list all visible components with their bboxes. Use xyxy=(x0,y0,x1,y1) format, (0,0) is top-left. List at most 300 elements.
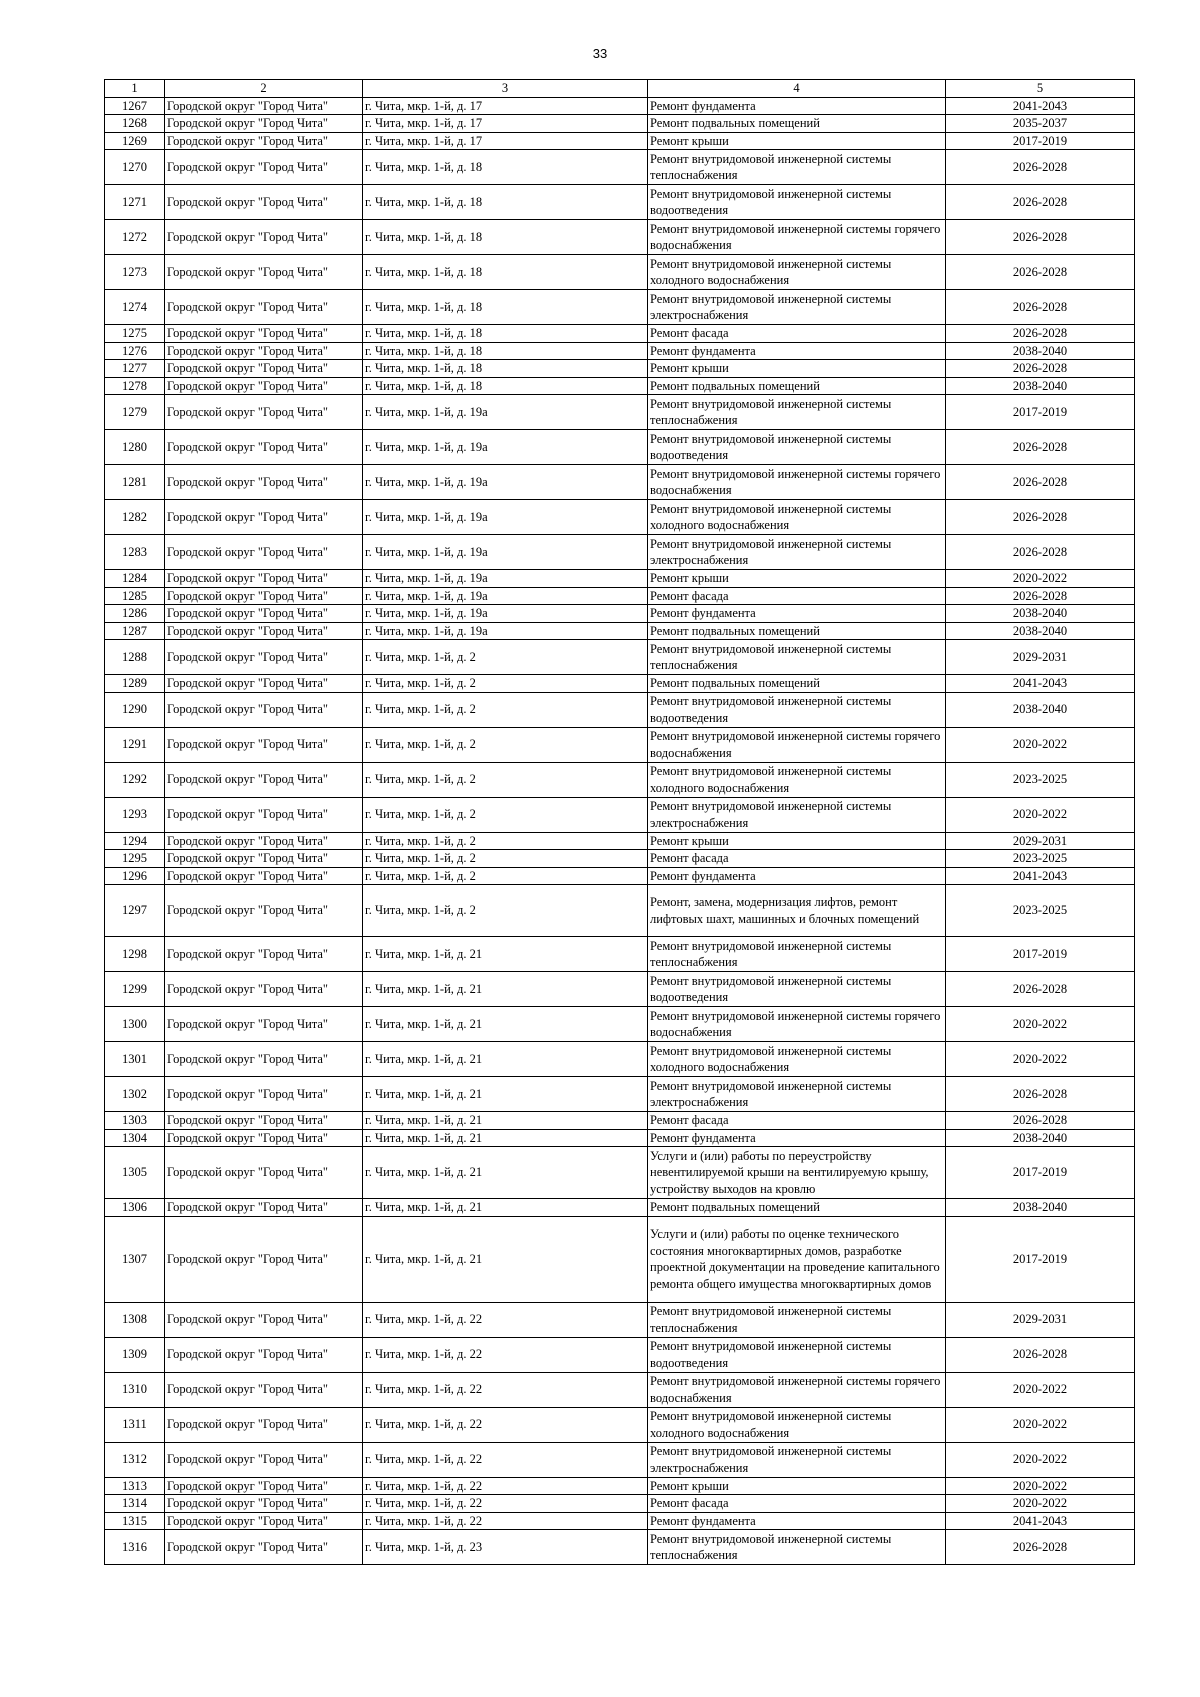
work-type-cell: Ремонт внутридомовой инженерной системы холодного водоснабжения xyxy=(648,500,946,535)
row-number-cell: 1301 xyxy=(105,1042,165,1077)
table-row xyxy=(105,255,1135,290)
row-number-cell: 1286 xyxy=(105,605,165,623)
address-cell: г. Чита, мкр. 1-й, д. 2 xyxy=(363,797,648,832)
row-number-cell: 1297 xyxy=(105,885,165,937)
municipality-cell: Городской округ "Город Чита" xyxy=(165,972,363,1007)
period-cell: 2026-2028 xyxy=(946,1530,1135,1565)
municipality-cell: Городской округ "Город Чита" xyxy=(165,797,363,832)
row-number-cell: 1304 xyxy=(105,1129,165,1147)
row-number-cell: 1295 xyxy=(105,850,165,868)
table-row xyxy=(105,1199,1135,1217)
period-cell: 2038-2040 xyxy=(946,377,1135,395)
period-cell: 2026-2028 xyxy=(946,587,1135,605)
municipality-cell: Городской округ "Город Чита" xyxy=(165,727,363,762)
row-number-cell: 1279 xyxy=(105,395,165,430)
work-type-cell: Ремонт внутридомовой инженерной системы электроснабжения xyxy=(648,797,946,832)
work-type-cell: Ремонт фундамента xyxy=(648,1129,946,1147)
address-cell: г. Чита, мкр. 1-й, д. 21 xyxy=(363,972,648,1007)
work-type-cell: Ремонт фундамента xyxy=(648,867,946,885)
work-type-cell: Ремонт, замена, модернизация лифтов, ремонт лифтовых шахт, машинных и блочных помещений xyxy=(648,885,946,937)
row-number-cell: 1285 xyxy=(105,587,165,605)
table-row xyxy=(105,1147,1135,1199)
row-number-cell: 1271 xyxy=(105,185,165,220)
period-cell: 2035-2037 xyxy=(946,115,1135,133)
work-type-cell: Ремонт фасада xyxy=(648,587,946,605)
table-row xyxy=(105,220,1135,255)
row-number-cell: 1274 xyxy=(105,290,165,325)
municipality-cell: Городской округ "Город Чита" xyxy=(165,1129,363,1147)
work-type-cell: Ремонт внутридомовой инженерной системы электроснабжения xyxy=(648,1442,946,1477)
period-cell: 2029-2031 xyxy=(946,640,1135,675)
municipality-cell: Городской округ "Город Чита" xyxy=(165,1112,363,1130)
work-type-cell: Ремонт фундамента xyxy=(648,97,946,115)
municipality-cell: Городской округ "Город Чита" xyxy=(165,97,363,115)
period-cell: 2026-2028 xyxy=(946,150,1135,185)
period-cell: 2026-2028 xyxy=(946,290,1135,325)
row-number-cell: 1287 xyxy=(105,622,165,640)
work-type-cell: Ремонт крыши xyxy=(648,132,946,150)
address-cell: г. Чита, мкр. 1-й, д. 19а xyxy=(363,622,648,640)
work-type-cell: Ремонт крыши xyxy=(648,360,946,378)
work-type-cell: Ремонт внутридомовой инженерной системы холодного водоснабжения xyxy=(648,1407,946,1442)
row-number-cell: 1296 xyxy=(105,867,165,885)
table-row xyxy=(105,115,1135,133)
work-type-cell: Ремонт фундамента xyxy=(648,342,946,360)
address-cell: г. Чита, мкр. 1-й, д. 2 xyxy=(363,675,648,693)
address-cell: г. Чита, мкр. 1-й, д. 2 xyxy=(363,762,648,797)
row-number-cell: 1275 xyxy=(105,325,165,343)
table-row xyxy=(105,867,1135,885)
table-row xyxy=(105,832,1135,850)
period-cell: 2038-2040 xyxy=(946,1129,1135,1147)
period-cell: 2029-2031 xyxy=(946,832,1135,850)
row-number-cell: 1310 xyxy=(105,1372,165,1407)
municipality-cell: Городской округ "Город Чита" xyxy=(165,220,363,255)
row-number-cell: 1313 xyxy=(105,1477,165,1495)
period-cell: 2026-2028 xyxy=(946,1337,1135,1372)
address-cell: г. Чита, мкр. 1-й, д. 19а xyxy=(363,465,648,500)
period-cell: 2020-2022 xyxy=(946,1495,1135,1513)
period-cell: 2026-2028 xyxy=(946,972,1135,1007)
work-type-cell: Ремонт подвальных помещений xyxy=(648,115,946,133)
table-row xyxy=(105,360,1135,378)
municipality-cell: Городской округ "Город Чита" xyxy=(165,692,363,727)
work-type-cell: Ремонт внутридомовой инженерной системы горячего водоснабжения xyxy=(648,465,946,500)
table-row xyxy=(105,1512,1135,1530)
work-type-cell: Ремонт подвальных помещений xyxy=(648,622,946,640)
period-cell: 2020-2022 xyxy=(946,1442,1135,1477)
municipality-cell: Городской округ "Город Чита" xyxy=(165,1407,363,1442)
work-type-cell: Услуги и (или) работы по переустройству невентилируемой крыши на вентилируемую крышу, устройству выходов на кровлю xyxy=(648,1147,946,1199)
table-row xyxy=(105,1530,1135,1565)
table-row xyxy=(105,465,1135,500)
table-row xyxy=(105,1477,1135,1495)
period-cell: 2026-2028 xyxy=(946,500,1135,535)
table-row xyxy=(105,692,1135,727)
municipality-cell: Городской округ "Город Чита" xyxy=(165,867,363,885)
work-type-cell: Ремонт внутридомовой инженерной системы водоотведения xyxy=(648,430,946,465)
row-number-cell: 1282 xyxy=(105,500,165,535)
table-row xyxy=(105,937,1135,972)
period-cell: 2020-2022 xyxy=(946,1372,1135,1407)
address-cell: г. Чита, мкр. 1-й, д. 2 xyxy=(363,640,648,675)
work-type-cell: Ремонт внутридомовой инженерной системы холодного водоснабжения xyxy=(648,1042,946,1077)
work-type-cell: Ремонт подвальных помещений xyxy=(648,377,946,395)
municipality-cell: Городской округ "Город Чита" xyxy=(165,377,363,395)
municipality-cell: Городской округ "Город Чита" xyxy=(165,1302,363,1337)
municipality-cell: Городской округ "Город Чита" xyxy=(165,185,363,220)
address-cell: г. Чита, мкр. 1-й, д. 19а xyxy=(363,430,648,465)
table-header-row xyxy=(105,80,1135,98)
address-cell: г. Чита, мкр. 1-й, д. 18 xyxy=(363,360,648,378)
municipality-cell: Городской округ "Город Чита" xyxy=(165,500,363,535)
address-cell: г. Чита, мкр. 1-й, д. 18 xyxy=(363,185,648,220)
table-row xyxy=(105,1442,1135,1477)
period-cell: 2023-2025 xyxy=(946,850,1135,868)
table-row xyxy=(105,1407,1135,1442)
work-type-cell: Ремонт внутридомовой инженерной системы водоотведения xyxy=(648,692,946,727)
row-number-cell: 1288 xyxy=(105,640,165,675)
table-row xyxy=(105,797,1135,832)
address-cell: г. Чита, мкр. 1-й, д. 22 xyxy=(363,1495,648,1513)
period-cell: 2020-2022 xyxy=(946,1477,1135,1495)
work-type-cell: Ремонт внутридомовой инженерной системы теплоснабжения xyxy=(648,150,946,185)
row-number-cell: 1269 xyxy=(105,132,165,150)
address-cell: г. Чита, мкр. 1-й, д. 19а xyxy=(363,395,648,430)
row-number-cell: 1292 xyxy=(105,762,165,797)
municipality-cell: Городской округ "Город Чита" xyxy=(165,937,363,972)
table-row xyxy=(105,1077,1135,1112)
table-row xyxy=(105,395,1135,430)
period-cell: 2038-2040 xyxy=(946,342,1135,360)
municipality-cell: Городской округ "Город Чита" xyxy=(165,850,363,868)
period-cell: 2029-2031 xyxy=(946,1302,1135,1337)
row-number-cell: 1277 xyxy=(105,360,165,378)
row-number-cell: 1283 xyxy=(105,535,165,570)
row-number-cell: 1305 xyxy=(105,1147,165,1199)
municipality-cell: Городской округ "Город Чита" xyxy=(165,885,363,937)
address-cell: г. Чита, мкр. 1-й, д. 2 xyxy=(363,885,648,937)
municipality-cell: Городской округ "Город Чита" xyxy=(165,150,363,185)
address-cell: г. Чита, мкр. 1-й, д. 18 xyxy=(363,325,648,343)
row-number-cell: 1280 xyxy=(105,430,165,465)
table-row xyxy=(105,762,1135,797)
period-cell: 2041-2043 xyxy=(946,867,1135,885)
work-type-cell: Ремонт внутридомовой инженерной системы теплоснабжения xyxy=(648,395,946,430)
row-number-cell: 1284 xyxy=(105,570,165,588)
row-number-cell: 1308 xyxy=(105,1302,165,1337)
address-cell: г. Чита, мкр. 1-й, д. 21 xyxy=(363,1147,648,1199)
table-row xyxy=(105,500,1135,535)
municipality-cell: Городской округ "Город Чита" xyxy=(165,1495,363,1513)
page-number: 33 xyxy=(592,46,608,61)
work-type-cell: Ремонт фасада xyxy=(648,1495,946,1513)
row-number-cell: 1302 xyxy=(105,1077,165,1112)
address-cell: г. Чита, мкр. 1-й, д. 21 xyxy=(363,1216,648,1302)
row-number-cell: 1307 xyxy=(105,1216,165,1302)
row-number-cell: 1312 xyxy=(105,1442,165,1477)
table-row xyxy=(105,290,1135,325)
table-row xyxy=(105,972,1135,1007)
row-number-cell: 1270 xyxy=(105,150,165,185)
row-number-cell: 1316 xyxy=(105,1530,165,1565)
work-type-cell: Ремонт подвальных помещений xyxy=(648,1199,946,1217)
work-type-cell: Ремонт внутридомовой инженерной системы теплоснабжения xyxy=(648,937,946,972)
municipality-cell: Городской округ "Город Чита" xyxy=(165,1530,363,1565)
municipality-cell: Городской округ "Город Чита" xyxy=(165,1337,363,1372)
municipality-cell: Городской округ "Город Чита" xyxy=(165,622,363,640)
municipality-cell: Городской округ "Город Чита" xyxy=(165,1147,363,1199)
row-number-cell: 1268 xyxy=(105,115,165,133)
row-number-cell: 1303 xyxy=(105,1112,165,1130)
municipality-cell: Городской округ "Город Чита" xyxy=(165,325,363,343)
row-number-cell: 1306 xyxy=(105,1199,165,1217)
address-cell: г. Чита, мкр. 1-й, д. 19а xyxy=(363,605,648,623)
work-type-cell: Ремонт фасада xyxy=(648,325,946,343)
table-row xyxy=(105,150,1135,185)
address-cell: г. Чита, мкр. 1-й, д. 21 xyxy=(363,937,648,972)
work-type-cell: Ремонт внутридомовой инженерной системы горячего водоснабжения xyxy=(648,1007,946,1042)
row-number-cell: 1309 xyxy=(105,1337,165,1372)
address-cell: г. Чита, мкр. 1-й, д. 2 xyxy=(363,850,648,868)
municipality-cell: Городской округ "Город Чита" xyxy=(165,342,363,360)
municipality-cell: Городской округ "Город Чита" xyxy=(165,430,363,465)
table-row xyxy=(105,675,1135,693)
address-cell: г. Чита, мкр. 1-й, д. 21 xyxy=(363,1112,648,1130)
table-row xyxy=(105,1112,1135,1130)
address-cell: г. Чита, мкр. 1-й, д. 22 xyxy=(363,1442,648,1477)
period-cell: 2020-2022 xyxy=(946,570,1135,588)
municipality-cell: Городской округ "Город Чита" xyxy=(165,465,363,500)
municipality-cell: Городской округ "Город Чита" xyxy=(165,1477,363,1495)
address-cell: г. Чита, мкр. 1-й, д. 18 xyxy=(363,220,648,255)
municipality-cell: Городской округ "Город Чита" xyxy=(165,1372,363,1407)
period-cell: 2038-2040 xyxy=(946,605,1135,623)
work-type-cell: Ремонт внутридомовой инженерной системы электроснабжения xyxy=(648,535,946,570)
address-cell: г. Чита, мкр. 1-й, д. 21 xyxy=(363,1077,648,1112)
period-cell: 2026-2028 xyxy=(946,465,1135,500)
period-cell: 2038-2040 xyxy=(946,622,1135,640)
work-type-cell: Услуги и (или) работы по оценке технического состояния многоквартирных домов, разработке проектной документации на проведение капитального ремонта общего имущества многоквартирных домов xyxy=(648,1216,946,1302)
table-row xyxy=(105,587,1135,605)
row-number-cell: 1273 xyxy=(105,255,165,290)
municipality-cell: Городской округ "Город Чита" xyxy=(165,1199,363,1217)
address-cell: г. Чита, мкр. 1-й, д. 21 xyxy=(363,1007,648,1042)
municipality-cell: Городской округ "Город Чита" xyxy=(165,605,363,623)
row-number-cell: 1291 xyxy=(105,727,165,762)
municipality-cell: Городской округ "Город Чита" xyxy=(165,1007,363,1042)
column-header: 3 xyxy=(363,80,648,98)
table-row xyxy=(105,535,1135,570)
period-cell: 2020-2022 xyxy=(946,1007,1135,1042)
row-number-cell: 1314 xyxy=(105,1495,165,1513)
period-cell: 2017-2019 xyxy=(946,937,1135,972)
work-type-cell: Ремонт внутридомовой инженерной системы водоотведения xyxy=(648,972,946,1007)
address-cell: г. Чита, мкр. 1-й, д. 22 xyxy=(363,1302,648,1337)
repair-schedule-table xyxy=(104,79,1135,1565)
table-row xyxy=(105,1372,1135,1407)
address-cell: г. Чита, мкр. 1-й, д. 18 xyxy=(363,150,648,185)
table-row xyxy=(105,850,1135,868)
period-cell: 2041-2043 xyxy=(946,1512,1135,1530)
address-cell: г. Чита, мкр. 1-й, д. 2 xyxy=(363,692,648,727)
municipality-cell: Городской округ "Город Чита" xyxy=(165,535,363,570)
table-row xyxy=(105,97,1135,115)
table-row xyxy=(105,570,1135,588)
table-row xyxy=(105,640,1135,675)
period-cell: 2041-2043 xyxy=(946,675,1135,693)
column-header: 1 xyxy=(105,80,165,98)
row-number-cell: 1299 xyxy=(105,972,165,1007)
period-cell: 2026-2028 xyxy=(946,430,1135,465)
table-row xyxy=(105,1302,1135,1337)
address-cell: г. Чита, мкр. 1-й, д. 19а xyxy=(363,535,648,570)
work-type-cell: Ремонт внутридомовой инженерной системы холодного водоснабжения xyxy=(648,255,946,290)
period-cell: 2026-2028 xyxy=(946,535,1135,570)
row-number-cell: 1281 xyxy=(105,465,165,500)
table-row xyxy=(105,885,1135,937)
column-header: 2 xyxy=(165,80,363,98)
table-row xyxy=(105,727,1135,762)
address-cell: г. Чита, мкр. 1-й, д. 22 xyxy=(363,1512,648,1530)
row-number-cell: 1298 xyxy=(105,937,165,972)
municipality-cell: Городской округ "Город Чита" xyxy=(165,395,363,430)
row-number-cell: 1276 xyxy=(105,342,165,360)
municipality-cell: Городской округ "Город Чита" xyxy=(165,675,363,693)
address-cell: г. Чита, мкр. 1-й, д. 17 xyxy=(363,97,648,115)
address-cell: г. Чита, мкр. 1-й, д. 21 xyxy=(363,1042,648,1077)
address-cell: г. Чита, мкр. 1-й, д. 18 xyxy=(363,290,648,325)
table-row xyxy=(105,605,1135,623)
period-cell: 2026-2028 xyxy=(946,1112,1135,1130)
period-cell: 2026-2028 xyxy=(946,220,1135,255)
period-cell: 2017-2019 xyxy=(946,132,1135,150)
municipality-cell: Городской округ "Город Чита" xyxy=(165,1042,363,1077)
table-row xyxy=(105,342,1135,360)
address-cell: г. Чита, мкр. 1-й, д. 21 xyxy=(363,1129,648,1147)
municipality-cell: Городской округ "Город Чита" xyxy=(165,1077,363,1112)
table-row xyxy=(105,1129,1135,1147)
work-type-cell: Ремонт внутридомовой инженерной системы холодного водоснабжения xyxy=(648,762,946,797)
work-type-cell: Ремонт внутридомовой инженерной системы горячего водоснабжения xyxy=(648,727,946,762)
period-cell: 2020-2022 xyxy=(946,1042,1135,1077)
address-cell: г. Чита, мкр. 1-й, д. 22 xyxy=(363,1337,648,1372)
row-number-cell: 1272 xyxy=(105,220,165,255)
column-header: 4 xyxy=(648,80,946,98)
work-type-cell: Ремонт крыши xyxy=(648,1477,946,1495)
period-cell: 2023-2025 xyxy=(946,885,1135,937)
table-row xyxy=(105,132,1135,150)
period-cell: 2017-2019 xyxy=(946,395,1135,430)
row-number-cell: 1293 xyxy=(105,797,165,832)
work-type-cell: Ремонт внутридомовой инженерной системы электроснабжения xyxy=(648,1077,946,1112)
municipality-cell: Городской округ "Город Чита" xyxy=(165,1442,363,1477)
table-row xyxy=(105,1042,1135,1077)
address-cell: г. Чита, мкр. 1-й, д. 17 xyxy=(363,132,648,150)
period-cell: 2026-2028 xyxy=(946,360,1135,378)
work-type-cell: Ремонт фасада xyxy=(648,1112,946,1130)
work-type-cell: Ремонт фундамента xyxy=(648,1512,946,1530)
period-cell: 2038-2040 xyxy=(946,1199,1135,1217)
municipality-cell: Городской округ "Город Чита" xyxy=(165,762,363,797)
row-number-cell: 1294 xyxy=(105,832,165,850)
municipality-cell: Городской округ "Город Чита" xyxy=(165,132,363,150)
period-cell: 2026-2028 xyxy=(946,185,1135,220)
municipality-cell: Городской округ "Город Чита" xyxy=(165,832,363,850)
work-type-cell: Ремонт фундамента xyxy=(648,605,946,623)
period-cell: 2038-2040 xyxy=(946,692,1135,727)
work-type-cell: Ремонт фасада xyxy=(648,850,946,868)
address-cell: г. Чита, мкр. 1-й, д. 2 xyxy=(363,727,648,762)
work-type-cell: Ремонт крыши xyxy=(648,832,946,850)
work-type-cell: Ремонт внутридомовой инженерной системы горячего водоснабжения xyxy=(648,1372,946,1407)
table-row xyxy=(105,377,1135,395)
period-cell: 2017-2019 xyxy=(946,1216,1135,1302)
municipality-cell: Городской округ "Город Чита" xyxy=(165,570,363,588)
period-cell: 2026-2028 xyxy=(946,255,1135,290)
row-number-cell: 1289 xyxy=(105,675,165,693)
municipality-cell: Городской округ "Город Чита" xyxy=(165,640,363,675)
address-cell: г. Чита, мкр. 1-й, д. 19а xyxy=(363,570,648,588)
work-type-cell: Ремонт внутридомовой инженерной системы теплоснабжения xyxy=(648,1530,946,1565)
address-cell: г. Чита, мкр. 1-й, д. 18 xyxy=(363,377,648,395)
period-cell: 2026-2028 xyxy=(946,325,1135,343)
work-type-cell: Ремонт внутридомовой инженерной системы водоотведения xyxy=(648,1337,946,1372)
row-number-cell: 1300 xyxy=(105,1007,165,1042)
table-row xyxy=(105,430,1135,465)
period-cell: 2026-2028 xyxy=(946,1077,1135,1112)
municipality-cell: Городской округ "Город Чита" xyxy=(165,115,363,133)
period-cell: 2041-2043 xyxy=(946,97,1135,115)
municipality-cell: Городской округ "Город Чита" xyxy=(165,587,363,605)
address-cell: г. Чита, мкр. 1-й, д. 2 xyxy=(363,832,648,850)
row-number-cell: 1311 xyxy=(105,1407,165,1442)
column-header: 5 xyxy=(946,80,1135,98)
work-type-cell: Ремонт внутридомовой инженерной системы теплоснабжения xyxy=(648,1302,946,1337)
table-row xyxy=(105,1495,1135,1513)
address-cell: г. Чита, мкр. 1-й, д. 23 xyxy=(363,1530,648,1565)
period-cell: 2020-2022 xyxy=(946,1407,1135,1442)
table-row xyxy=(105,185,1135,220)
municipality-cell: Городской округ "Город Чита" xyxy=(165,360,363,378)
table-body xyxy=(105,97,1135,1565)
address-cell: г. Чита, мкр. 1-й, д. 19а xyxy=(363,587,648,605)
address-cell: г. Чита, мкр. 1-й, д. 22 xyxy=(363,1407,648,1442)
address-cell: г. Чита, мкр. 1-й, д. 17 xyxy=(363,115,648,133)
address-cell: г. Чита, мкр. 1-й, д. 22 xyxy=(363,1477,648,1495)
period-cell: 2020-2022 xyxy=(946,797,1135,832)
table-row xyxy=(105,1007,1135,1042)
address-cell: г. Чита, мкр. 1-й, д. 22 xyxy=(363,1372,648,1407)
work-type-cell: Ремонт внутридомовой инженерной системы теплоснабжения xyxy=(648,640,946,675)
address-cell: г. Чита, мкр. 1-й, д. 2 xyxy=(363,867,648,885)
row-number-cell: 1315 xyxy=(105,1512,165,1530)
address-cell: г. Чита, мкр. 1-й, д. 18 xyxy=(363,255,648,290)
work-type-cell: Ремонт внутридомовой инженерной системы водоотведения xyxy=(648,185,946,220)
table-row xyxy=(105,622,1135,640)
address-cell: г. Чита, мкр. 1-й, д. 19а xyxy=(363,500,648,535)
table-row xyxy=(105,1337,1135,1372)
municipality-cell: Городской округ "Город Чита" xyxy=(165,290,363,325)
work-type-cell: Ремонт внутридомовой инженерной системы электроснабжения xyxy=(648,290,946,325)
row-number-cell: 1267 xyxy=(105,97,165,115)
table-row xyxy=(105,1216,1135,1302)
period-cell: 2020-2022 xyxy=(946,727,1135,762)
period-cell: 2017-2019 xyxy=(946,1147,1135,1199)
work-type-cell: Ремонт внутридомовой инженерной системы горячего водоснабжения xyxy=(648,220,946,255)
period-cell: 2023-2025 xyxy=(946,762,1135,797)
municipality-cell: Городской округ "Город Чита" xyxy=(165,1216,363,1302)
